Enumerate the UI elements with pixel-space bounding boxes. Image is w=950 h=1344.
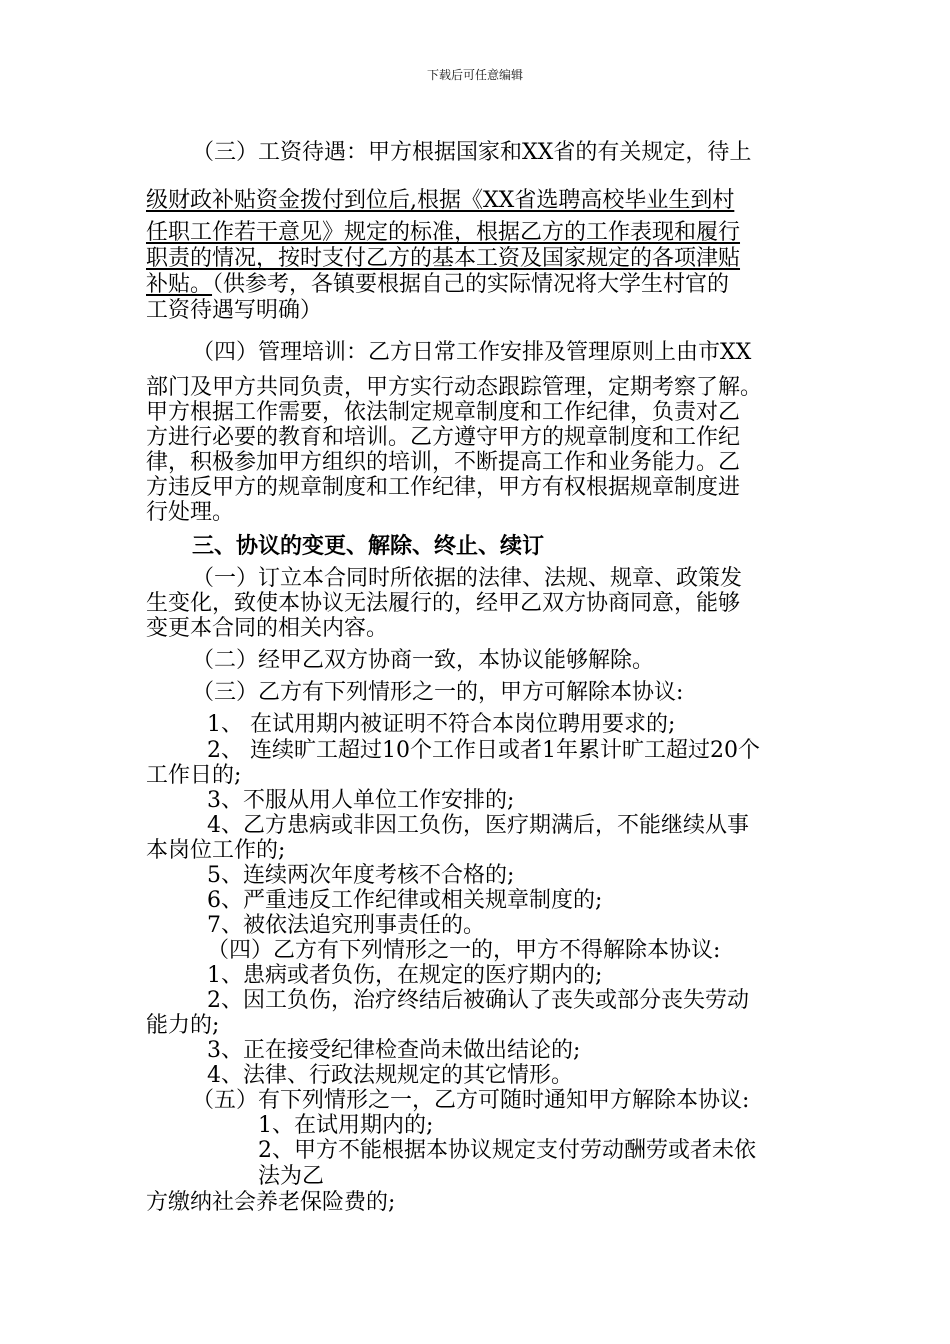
- page-header: 下载后可任意编辑: [426, 68, 523, 82]
- c3-item-1: 1、 在试用期内被证明不符合本岗位聘用要求的;: [207, 712, 676, 737]
- training-line-6: 方违反甲方的规章制度和工作纪律，甲方有权根据规章制度进: [146, 475, 741, 500]
- training-line-1: （四）管理培训：乙方日常工作安排及管理原则上由市XX: [192, 340, 752, 365]
- c5-item-2: 2、甲方不能根据本协议规定支付劳动酬劳或者未依: [258, 1138, 756, 1163]
- c3-item-7: 7、被依法追究刑事责任的。: [207, 913, 485, 938]
- c3-item-2: 2、 连续旷工超过10个工作日或者1年累计旷工超过20个: [207, 738, 760, 763]
- c5-item-2-cont-2: 方缴纳社会养老保险费的;: [146, 1190, 396, 1215]
- c1-line-2: 生变化，致使本协议无法履行的，经甲乙双方协商同意，能够: [146, 591, 741, 616]
- c3-item-2-cont: 工作日的;: [146, 763, 242, 788]
- c3-item-4-cont: 本岗位工作的;: [146, 838, 286, 863]
- c3-item-3: 3、不服从用人单位工作安排的;: [207, 788, 515, 813]
- wage-line-4: 职责的情况，按时支付乙方的基本工资及国家规定的各项津贴: [146, 246, 741, 271]
- c4-item-4: 4、法律、行政法规规定的其它情形。: [207, 1063, 573, 1088]
- training-line-3: 甲方根据工作需要，依法制定规章制度和工作纪律，负责对乙: [146, 400, 741, 425]
- section-heading: 三、协议的变更、解除、终止、续订: [192, 534, 545, 559]
- training-line-4: 方进行必要的教育和培训。乙方遵守甲方的规章制度和工作纪: [146, 425, 741, 450]
- c5-item-2-cont: 法为乙: [258, 1164, 325, 1189]
- c3-item-6: 6、严重违反工作纪律或相关规章制度的;: [207, 888, 603, 913]
- wage-line-5-underlined: 补贴。: [146, 272, 213, 297]
- c1-line-1: （一）订立本合同时所依据的法律、法规、规章、政策发: [192, 566, 743, 591]
- c5-title: （五）有下列情形之一，乙方可随时通知甲方解除本协议:: [192, 1088, 750, 1113]
- training-line-5: 律，积极参加甲方组织的培训，不断提高工作和业务能力。乙: [146, 450, 741, 475]
- c2-line: （二）经甲乙双方协商一致，本协议能够解除。: [192, 648, 655, 673]
- wage-line-3: 任职工作若干意见》规定的标准，根据乙方的工作表现和履行: [146, 220, 741, 245]
- c4-item-3: 3、正在接受纪律检查尚未做出结论的;: [207, 1038, 581, 1063]
- wage-line-5: [146, 272, 729, 298]
- c5-item-1: 1、在试用期内的;: [258, 1113, 434, 1138]
- training-line-2: 部门及甲方共同负责，甲方实行动态跟踪管理，定期考察了解。: [146, 375, 763, 400]
- c3-item-5: 5、连续两次年度考核不合格的;: [207, 863, 515, 888]
- wage-line-6: 工资待遇写明确）: [146, 298, 323, 323]
- c4-title: （四）乙方有下列情形之一的，甲方不得解除本协议:: [207, 938, 721, 963]
- c4-item-1: 1、患病或者负伤，在规定的医疗期内的;: [207, 963, 603, 988]
- wage-line-5-note: （供参考，各镇要根据自己的实际情况将大学生村官的: [212, 272, 730, 297]
- wage-line-1: （三）工资待遇：甲方根据国家和XX省的有关规定，待上: [192, 140, 752, 165]
- c3-title: （三）乙方有下列情形之一的，甲方可解除本协议:: [192, 680, 684, 705]
- c4-item-2: 2、因工负伤，治疗终结后被确认了丧失或部分丧失劳动: [207, 988, 749, 1013]
- c1-line-3: 变更本合同的相关内容。: [146, 616, 389, 641]
- c4-item-2-cont: 能力的;: [146, 1013, 220, 1038]
- c3-item-4: 4、乙方患病或非因工负伤，医疗期满后，不能继续从事: [207, 813, 749, 838]
- wage-line-2: 级财政补贴资金拨付到位后,根据《XX省选聘高校毕业生到村: [146, 188, 735, 213]
- training-line-7: 行处理。: [146, 500, 235, 525]
